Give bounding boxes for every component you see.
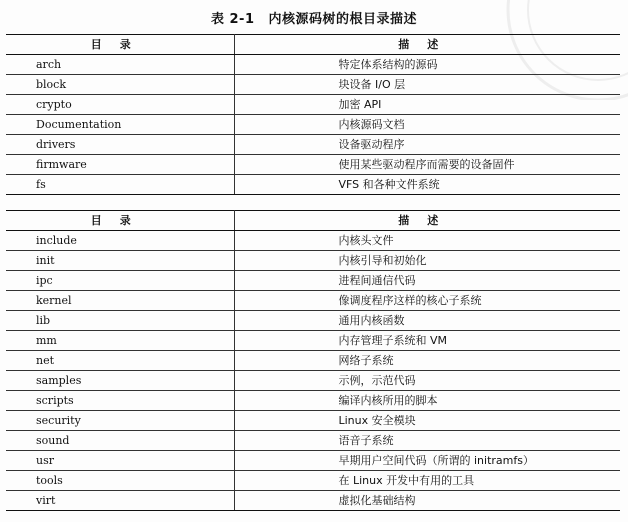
directory-name-cell: crypto bbox=[6, 95, 234, 115]
table-row bbox=[6, 371, 620, 391]
directory-description-cell: 像调度程序这样的核心子系统 bbox=[234, 291, 620, 311]
directory-name-cell: firmware bbox=[6, 155, 234, 175]
directory-description-cell: 通用内核函数 bbox=[234, 311, 620, 331]
table-row bbox=[6, 75, 620, 95]
table-row bbox=[6, 451, 620, 471]
table-row bbox=[6, 311, 620, 331]
directory-description-cell: 特定体系结构的源码 bbox=[234, 55, 620, 75]
directory-name-cell: Documentation bbox=[6, 115, 234, 135]
table-number: 表 2-1 bbox=[210, 12, 255, 27]
directory-name-cell: scripts bbox=[6, 391, 234, 411]
directory-description-cell: VFS 和各种文件系统 bbox=[234, 175, 620, 195]
directory-description-cell: 进程间通信代码 bbox=[234, 271, 620, 291]
directory-description-cell: 内核引导和初始化 bbox=[234, 251, 620, 271]
table-row bbox=[6, 175, 620, 195]
table-row bbox=[6, 271, 620, 291]
directory-name-cell: kernel bbox=[6, 291, 234, 311]
directory-description-cell: 早期用户空间代码（所谓的 initramfs） bbox=[234, 451, 620, 471]
directory-description-cell: Linux 安全模块 bbox=[234, 411, 620, 431]
header-description: 描述 bbox=[234, 211, 620, 231]
directory-name-cell: samples bbox=[6, 371, 234, 391]
directory-name-cell: sound bbox=[6, 431, 234, 451]
table-row bbox=[6, 135, 620, 155]
table-row bbox=[6, 431, 620, 451]
table-title: 内核源码树的根目录描述 bbox=[268, 12, 418, 27]
table-row bbox=[6, 155, 620, 175]
table-header-row bbox=[6, 35, 620, 55]
directory-description-cell: 编译内核所用的脚本 bbox=[234, 391, 620, 411]
directory-description-cell: 在 Linux 开发中有用的工具 bbox=[234, 471, 620, 491]
table-row bbox=[6, 411, 620, 431]
directory-name-cell: arch bbox=[6, 55, 234, 75]
directory-description-cell: 加密 API bbox=[234, 95, 620, 115]
directory-description-cell: 示例，示范代码 bbox=[234, 371, 620, 391]
directory-name-cell: usr bbox=[6, 451, 234, 471]
directory-name-cell: drivers bbox=[6, 135, 234, 155]
directory-name-cell: fs bbox=[6, 175, 234, 195]
directory-name-cell: net bbox=[6, 351, 234, 371]
header-directory: 目录 bbox=[6, 35, 234, 55]
directory-name-cell: lib bbox=[6, 311, 234, 331]
directory-name-cell: virt bbox=[6, 491, 234, 511]
directory-description-cell: 内存管理子系统和 VM bbox=[234, 331, 620, 351]
directory-table-part-2 bbox=[6, 210, 620, 511]
table-header-row bbox=[6, 211, 620, 231]
directory-description-cell: 内核源码文档 bbox=[234, 115, 620, 135]
directory-name-cell: include bbox=[6, 231, 234, 251]
header-directory: 目录 bbox=[6, 211, 234, 231]
table-row bbox=[6, 391, 620, 411]
directory-description-cell: 块设备 I/O 层 bbox=[234, 75, 620, 95]
directory-description-cell: 内核头文件 bbox=[234, 231, 620, 251]
header-description: 描述 bbox=[234, 35, 620, 55]
directory-name-cell: tools bbox=[6, 471, 234, 491]
table-row bbox=[6, 231, 620, 251]
directory-name-cell: block bbox=[6, 75, 234, 95]
directory-description-cell: 网络子系统 bbox=[234, 351, 620, 371]
directory-name-cell: init bbox=[6, 251, 234, 271]
directory-name-cell: ipc bbox=[6, 271, 234, 291]
directory-description-cell: 使用某些驱动程序而需要的设备固件 bbox=[234, 155, 620, 175]
table-row bbox=[6, 95, 620, 115]
table-caption bbox=[0, 8, 628, 27]
directory-description-cell: 虚拟化基础结构 bbox=[234, 491, 620, 511]
directory-name-cell: mm bbox=[6, 331, 234, 351]
table-row bbox=[6, 55, 620, 75]
table-row bbox=[6, 351, 620, 371]
directory-table-part-1 bbox=[6, 34, 620, 195]
table-row bbox=[6, 471, 620, 491]
directory-description-cell: 语音子系统 bbox=[234, 431, 620, 451]
directory-name-cell: security bbox=[6, 411, 234, 431]
table-row bbox=[6, 291, 620, 311]
table-row bbox=[6, 331, 620, 351]
table-row bbox=[6, 251, 620, 271]
directory-description-cell: 设备驱动程序 bbox=[234, 135, 620, 155]
table-row bbox=[6, 491, 620, 511]
table-row bbox=[6, 115, 620, 135]
